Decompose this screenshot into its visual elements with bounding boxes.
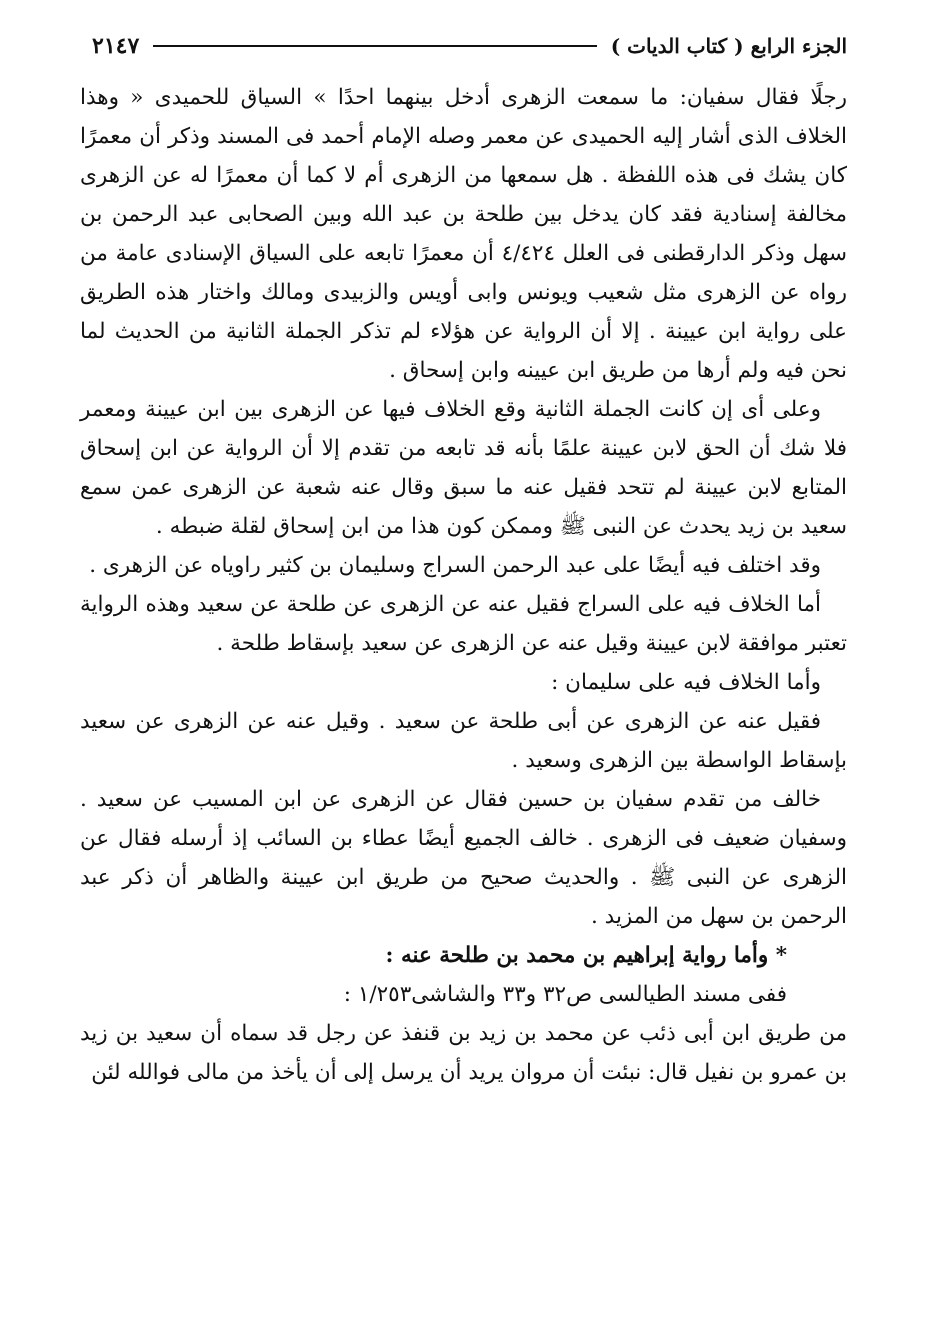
paragraph: وأما الخلاف فيه على سليمان : xyxy=(551,670,821,695)
section-heading xyxy=(80,936,847,975)
running-head: الجزء الرابع ( كتاب الديات ) xyxy=(610,34,847,58)
page-number: ٢١٤٧ xyxy=(92,33,140,59)
heading-marker: * xyxy=(775,943,787,968)
paragraph: وقد اختلف فيه أيضًا على عبد الرحمن السراج وسليمان بن كثير راوياه عن الزهرى . xyxy=(89,553,821,578)
heading-text: وأما رواية إبراهيم بن محمد بن طلحة عنه : xyxy=(385,943,769,968)
body-text xyxy=(80,78,847,1295)
paragraph: رجلًا فقال سفيان: ما سمعت الزهرى أدخل بينهما احدًا » السياق للحميدى « وهذا الخلاف الذى أشار إليه الحميدى عن معمر وصله الإمام أحمد فى المسند وذكر أن معمرًا كان يشك فى هذه اللفظة . هل سمعها من الزهرى أم لا كما أن معمرًا له عن الزهرى مخالفة إسنادية فقد كان يدخل بين طلحة بن عبد الله وبين الصحابى عبد الرحمن بن سهل وذكر الدارقطنى فى العلل ٤/٤٢٤ أن معمرًا تابعه على السياق الإسنادى عامة من رواه عن الزهرى مثل شعيب ويونس وابى أويس والزبيدى ومالك واختار هذه الطريق على رواية ابن عيينة . إلا أن الرواية عن هؤلاء لم تذكر الجملة الثانية من الحديث لما نحن فيه ولم أرها من طريق ابن عيينه وابن إسحاق . xyxy=(80,85,848,383)
header-rule xyxy=(153,45,596,47)
page-header xyxy=(92,28,847,64)
paragraph: أما الخلاف فيه على السراج فقيل عنه عن الزهرى عن طلحة عن سعيد وهذه الرواية تعتبر موافقة لابن عيينة وقيل عنه عن الزهرى عن سعيد بإسقاط طلحة . xyxy=(80,592,847,656)
paragraph: من طريق ابن أبى ذئب عن محمد بن زيد بن قنفذ عن رجل قد سماه أن سعيد بن زيد بن عمرو بن نفيل قال: نبئت أن مروان يريد أن يرسل إلى أن يأخذ من مالى فوالله لئن xyxy=(80,1021,847,1085)
paragraph: خالف من تقدم سفيان بن حسين فقال عن الزهرى عن ابن المسيب عن سعيد . وسفيان ضعيف فى الزهرى . خالف الجميع أيضًا عطاء بن السائب إذ أرسله فقال عن الزهرى عن النبى ﷺ . والحديث صحيح من طريق ابن عيينة والظاهر أن ذكر عبد الرحمن بن سهل من المزيد . xyxy=(80,787,847,929)
paragraph: وعلى أى إن كانت الجملة الثانية وقع الخلاف فيها عن الزهرى بين ابن عيينة ومعمر فلا شك أن الحق لابن عيينة علمًا بأنه قد تابعه من تقدم إلا أن الرواية عن ابن إسحاق المتابع لابن عيينة لم تتحد فقيل عنه ما سبق وقال عنه شعبة عن الزهرى عمن سمع سعيد بن زيد يحدث عن النبى ﷺ وممكن كون هذا من ابن إسحاق لقلة ضبطه . xyxy=(80,397,847,539)
paragraph: فقيل عنه عن الزهرى عن أبى طلحة عن سعيد . وقيل عنه عن الزهرى عن سعيد بإسقاط الواسطة بين الزهرى وسعيد . xyxy=(80,709,847,773)
source-citation: ففى مسند الطيالسى ص٣٢ و٣٣ والشاشى١/٢٥٣ : xyxy=(343,982,787,1007)
